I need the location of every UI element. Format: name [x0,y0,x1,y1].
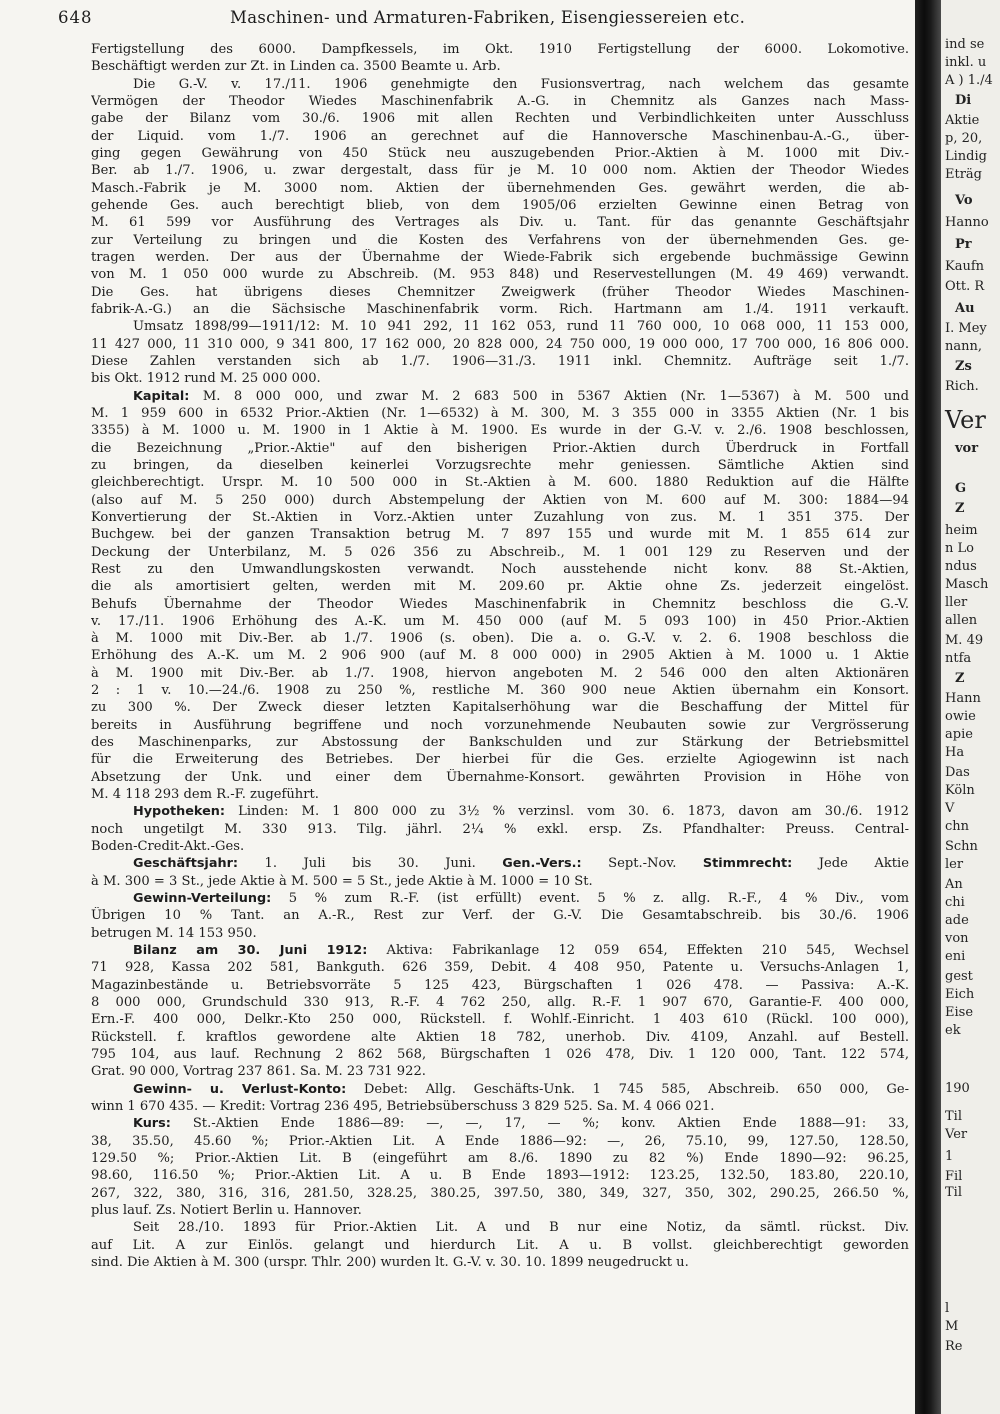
text-line: Boden-Credit-Akt.-Ges. [91,839,245,855]
adjacent-page-fragment: ler [945,857,964,872]
text-line: (also auf M. 5 250 000) durch Abstempelung der Aktien von M. 600 auf M. 300: 1884—94 [91,492,909,508]
text-line: Die G.-V. v. 17./11. 1906 genehmigte den Fusionsvertrag, nach welchem das gesamte [133,76,909,92]
text-line: ging gegen Gewährung von 450 Stück neu auszugebenden Prior.-Aktien à M. 1000 mit Div.- [91,145,909,161]
text-line: 38, 35.50, 45.60 %; Prior.-Aktien Lit. A Ende 1886—92: —, 26, 75.10, 99, 127.50, 128.50, [91,1133,909,1149]
text-line: à M. 300 = 3 St., jede Aktie à M. 500 = 5 St., jede Aktie à M. 1000 = 10 St. [91,873,593,889]
text-line: betrugen M. 14 153 950. [91,925,257,941]
text-line: gabe der Bilanz vom 30./6. 1906 mit allen Rechten und Verbindlichkeiten unter Ausschluss [91,111,909,127]
text-line: von M. 1 050 000 wurde zu Abschreib. (M. 953 848) und Reservestellungen (M. 49 469) verwandt. [91,267,909,283]
adjacent-page-fragment: Fil [945,1169,963,1184]
text-line: Ern.-F. 400 000, Delkr.-Kto 250 000, Rückstell. f. Wohlf.-Einricht. 1 403 610 (Rückl. 100 000), [91,1012,909,1028]
adjacent-page-fragment: Ott. R [945,279,985,294]
text-line: Ber. ab 1./7. 1906, u. zwar dergestalt, dass für je M. 10 000 nom. Aktien der Theodor Wiedes [91,163,909,179]
text-line: sind. Die Aktien à M. 300 (urspr. Thlr. 200) wurden lt. G.-V. v. 30. 10. 1899 neugedruckt u. [91,1254,689,1270]
adjacent-page-fragment: Masch [945,577,989,592]
adjacent-page-edge [941,0,1000,1414]
adjacent-page-fragment: Lindig [945,149,987,164]
text-line: M. 4 118 293 dem R.-F. zugeführt. [91,787,319,803]
adjacent-page-fragment: Das [945,765,970,780]
text-line: Übrigen 10 % Tant. an A.-R., Rest zur Verf. der G.-V. Die Gesamtabschreib. bis 30./6. 1906 [91,908,909,924]
adjacent-page-fragment: Z [955,501,965,516]
adjacent-page-fragment: Aktie [945,113,980,128]
text-line: 11 427 000, 11 310 000, 9 341 800, 17 162 000, 20 828 000, 24 750 000, 19 000 000, 17 700 000, 16 806 000. [91,336,909,352]
adjacent-page-fragment: ntfa [945,651,972,666]
text-line: 71 928, Kassa 202 581, Bankguth. 626 359, Debit. 4 408 950, Patente u. Versuchs-Anlagen 1, [91,960,909,976]
adjacent-page-fragment: Hann [945,691,981,706]
adjacent-page-fragment: owie [945,709,976,724]
text-line: Rückstell. f. kraftlos gewordene alte Aktien 18 782, unerhob. Div. 4109, Anzahl. auf Bestell. [91,1029,909,1045]
text-line: die als amortisiert gelten, werden mit M. 209.60 pr. Aktie ohne Zs. jederzeit eingelöst. [91,579,909,595]
adjacent-page-fragment: von [945,931,969,946]
adjacent-page-fragment: Kaufn [945,259,985,274]
text-line: 129.50 %; Prior.-Aktien Lit. B (eingeführt am 8./6. 1890 zu 82 %) Ende 1890—92: 96.25, [91,1151,909,1166]
text-line: 8 000 000, Grundschuld 330 913, R.-F. 4 762 250, allg. R.-F. 1 907 670, Garantie-F. 400 000, [91,995,909,1011]
adjacent-page-fragment: Z [955,671,965,686]
adjacent-page-fragment: eni [945,949,966,964]
adjacent-page-fragment: Di [955,93,972,108]
text-line: Grat. 90 000, Vortrag 237 861. Sa. M. 23 731 922. [91,1064,426,1080]
adjacent-page-fragment: allen [945,613,978,628]
text-line: Hypotheken: Linden: M. 1 800 000 zu 3½ % verzinsl. vom 30. 6. 1873, davon am 30./6. 1912 [133,804,909,820]
text-line: Rest zu den Umwandlungskosten verwandt. Noch ausstehende nicht konv. 88 St.-Aktien, [91,561,909,577]
adjacent-page-fragment: Eise [945,1005,974,1020]
text-line: gleichberechtigt. Urspr. M. 10 500 000 in St.-Aktien à M. 600. 1880 Reduktion auf die Hälfte [91,475,909,491]
text-line: 3355) à M. 1000 u. M. 1900 in 1 Aktie à M. 1900. Es wurde in der G.-V. v. 2./6. 1908 beschlossen, [91,423,909,439]
adjacent-page-fragment: ade [945,913,969,928]
text-line: Masch.-Fabrik je M. 3000 nom. Aktien der übernehmenden Ges. gewährt werden, die ab- [91,180,909,196]
text-line: Die Ges. hat übrigens dieses Chemnitzer Zweigwerk (früher Theodor Wiedes Maschinen- [91,284,909,300]
running-header [58,6,913,30]
text-line: à M. 1900 mit Div.-Ber. ab 1./7. 1908, hiervon angeboten M. 2 546 000 den alten Aktionären [91,665,909,681]
text-line: Absetzung der Unk. und einer dem Übernahme-Konsort. gewährten Provision in Höhe von [91,769,909,785]
text-line: Fertigstellung des 6000. Dampfkessels, im Okt. 1910 Fertigstellung der 6000. Lokomotive. [91,42,909,57]
text-line: auf Lit. A zur Einlös. gelangt und hierdurch Lit. A u. B vollst. gleichberechtigt geworden [91,1237,909,1253]
text-line: Erhöhung des A.-K. um M. 2 906 900 (auf M. 8 000 000) in 2905 Aktien à M. 1000 u. 1 Aktie [91,648,909,664]
text-line: Umsatz 1898/99—1911/12: M. 10 941 292, 11 162 053, rund 11 760 000, 10 068 000, 11 153 000, [133,319,909,335]
adjacent-page-fragment: inkl. u [945,55,987,70]
text-line: Kapital: M. 8 000 000, und zwar M. 2 683 500 in 5367 Aktien (Nr. 1—5367) à M. 500 und [133,388,909,404]
text-line: à M. 1000 mit Div.-Ber. ab 1./7. 1906 (s. oben). Die a. o. G.-V. v. 2. 6. 1908 beschloss die [91,631,909,647]
text-line: zu 300 %. Der Zweck dieser letzten Kapitalserhöhung war die Beschaffung der Mittel für [91,700,909,716]
adjacent-page-fragment: Til [945,1185,962,1200]
adjacent-page-fragment: Hanno [945,215,989,230]
text-line: Buchgew. bei der ganzen Transaktion betrug M. 7 897 155 und wurde mit M. 1 855 614 zur [91,527,909,543]
text-line: noch ungetilgt M. 330 913. Tilg. jährl. 2¼ % exkl. ersp. Zs. Pfandhalter: Preuss. Central- [91,821,909,837]
text-line: Konvertierung der St.-Aktien in Vorz.-Aktien unter Zuzahlung von zus. M. 1 351 375. Der [91,509,909,525]
adjacent-page-fragment: p, 20, [945,131,983,146]
adjacent-page-fragment: nann, [945,339,983,354]
text-line: zur Verteilung zu bringen und die Kosten des Verfahrens von der übernehmenden Ges. ge- [91,232,909,248]
text-line: Gewinn-Verteilung: 5 % zum R.-F. (ist erfüllt) event. 5 % z. allg. R.-F., 4 % Div., vom [133,891,909,907]
text-line: gehende Ges. auch berechtigt blieb, von dem 1905/06 erzielten Gewinne einen Betrag von [91,197,909,213]
text-line: 267, 322, 380, 316, 316, 281.50, 328.25, 380.25, 397.50, 380, 349, 327, 350, 302, 290.25, 266.50 %, [91,1185,909,1201]
text-line: Vermögen der Theodor Wiedes Maschinenfabrik A.-G. in Chemnitz als Ganzes nach Mass- [91,93,909,109]
adjacent-page-fragment: gest [945,969,973,984]
adjacent-page-fragment: Eich [945,987,975,1002]
adjacent-page-fragment: G [955,481,967,496]
text-line: bis Okt. 1912 rund M. 25 000 000. [91,371,321,387]
text-line: der Liquid. vom 1./7. 1906 an gerechnet auf die Hannoversche Maschinenbau-A.-G., über- [91,128,909,144]
text-line: zu bringen, da dieselben keinerlei Vorzugsrechte mehr geniessen. Sämtliche Aktien sind [91,457,909,473]
adjacent-page-fragment: A ) 1./4 [945,73,993,88]
adjacent-page-fragment: 190 [945,1081,970,1096]
text-line: Beschäftigt werden zur Zt. in Linden ca. 3500 Beamte u. Arb. [91,59,501,75]
adjacent-page-fragment: ller [945,595,968,610]
text-line: Magazinbestände u. Betriebsvorräte 5 125 423, Bürgschaften 1 026 478. — Passiva: A.-K. [91,977,909,993]
adjacent-page-fragment: M [945,1319,959,1334]
article-body [91,41,909,1271]
running-title: Maschinen- und Armaturen-Fabriken, Eisengiessereien etc. [230,8,746,27]
adjacent-page-fragment: I. Mey [945,321,987,336]
text-line: Bilanz am 30. Juni 1912: Aktiva: Fabrikanlage 12 059 654, Effekten 210 545, Wechsel [133,943,909,959]
text-line: die Bezeichnung „Prior.-Aktie" auf den bisherigen Prior.-Aktien durch Überdruck in Fortfall [91,440,909,456]
text-line: M. 1 959 600 in 6532 Prior.-Aktien (Nr. 1—6532) à M. 300, M. 3 355 000 in 3355 Aktien (Nr. 1 bis [91,405,909,421]
adjacent-page-fragment: ind se [945,37,985,52]
adjacent-page-fragment: Ver [945,1127,968,1142]
adjacent-page-fragment: n Lo [945,541,974,556]
text-line: des Maschinenparks, zur Abstossung der Bankschulden und zur Stärkung der Betriebsmittel [91,735,909,751]
book-gutter [915,0,941,1414]
adjacent-page-fragment: Eträg [945,167,983,182]
text-line: Seit 28./10. 1893 für Prior.-Aktien Lit. A und B nur eine Notiz, da sämtl. rückst. Div. [133,1220,909,1236]
adjacent-page-fragment: Zs [955,359,972,374]
adjacent-page-fragment: V [945,801,955,816]
text-line: 2 : 1 v. 10.—24./6. 1908 zu 250 %, restliche M. 360 900 neue Aktien übernahm ein Konsort. [91,683,909,699]
adjacent-page-fragment: 1 [945,1149,954,1164]
text-line: Behufs Übernahme der Theodor Wiedes Maschinenfabrik in Chemnitz beschloss die G.-V. [91,596,909,612]
adjacent-page-fragment: l [945,1301,950,1316]
adjacent-page-fragment: chi [945,895,965,910]
text-line: plus lauf. Zs. Notiert Berlin u. Hannover. [91,1202,362,1218]
adjacent-page-fragment: vor [955,441,979,456]
text-line: Geschäftsjahr: 1. Juli bis 30. Juni. Gen.-Vers.: Sept.-Nov. Stimmrecht: Jede Aktie [133,856,909,872]
adjacent-page-fragment: Ha [945,745,965,760]
page-number: 648 [58,8,93,27]
adjacent-page-fragment: heim [945,523,978,538]
text-line: für die Erweiterung des Betriebes. Der hierbei für die Ges. erzielte Agiogewinn ist nach [91,752,909,768]
text-line: Diese Zahlen verstanden sich ab 1./7. 1906—31./3. 1911 inkl. Chemnitz. Aufträge seit 1./7. [91,353,909,369]
adjacent-page-fragment: Til [945,1109,962,1124]
adjacent-page-fragment: Pr [955,237,972,252]
adjacent-page-fragment: chn [945,819,970,834]
text-line: winn 1 670 435. — Kredit: Vortrag 236 495, Betriebsüberschuss 3 829 525. Sa. M. 4 066 021. [91,1099,715,1115]
text-line: tragen werden. Der aus der Übernahme der Wiede-Fabrik sich ergebende buchmässige Gewinn [91,249,909,265]
adjacent-page-fragment: M. 49 [945,633,984,648]
text-line: Deckung der Unterbilanz, M. 5 026 356 zu Abschreib., M. 1 001 129 zu Reserven und der [91,544,909,560]
text-line: Gewinn- u. Verlust-Konto: Debet: Allg. Geschäfts-Unk. 1 745 585, Abschreib. 650 000, Ge- [133,1081,909,1097]
adjacent-page-fragment: apie [945,727,973,742]
adjacent-page-fragment: Au [955,301,975,316]
adjacent-page-fragment: An [945,877,963,892]
adjacent-page-fragment: Schn [945,839,978,854]
adjacent-page-fragment: Ver [945,406,986,434]
adjacent-page-fragment: ek [945,1023,961,1038]
adjacent-page-fragment: Rich. [945,379,979,394]
adjacent-page-fragment: ndus [945,559,977,574]
text-line: 98.60, 116.50 %; Prior.-Aktien Lit. A u. B Ende 1893—1912: 123.25, 132.50, 183.80, 220.10, [91,1168,909,1184]
text-line: v. 17./11. 1906 Erhöhung des A.-K. um M. 450 000 (auf M. 5 093 100) in 450 Prior.-Aktien [91,613,909,629]
adjacent-page-fragment: Re [945,1339,963,1354]
text-line: M. 61 599 vor Ausführung des Vertrages als Div. u. Tant. für das genannte Geschäftsjahr [91,215,909,231]
adjacent-page-fragment: Vo [955,193,973,208]
text-line: bereits in Ausführung begriffene und noch vorzunehmende Neubauten sowie zur Vergrösserung [91,717,909,733]
text-line: 795 104, aus lauf. Rechnung 2 862 568, Bürgschaften 1 026 478, Div. 1 120 000, Tant. 122 574, [91,1047,909,1063]
text-line: fabrik-A.-G.) an die Sächsische Maschinenfabrik vorm. Rich. Hartmann am 1./4. 1911 verkauft. [91,301,909,317]
text-line: Kurs: St.-Aktien Ende 1886—89: —, —, 17, — %; konv. Aktien Ende 1888—91: 33, [133,1116,909,1132]
adjacent-page-fragment: Köln [945,783,975,798]
